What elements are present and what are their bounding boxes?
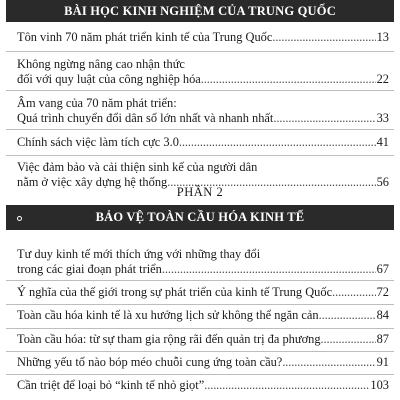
part-heading: PHẦN 2	[176, 185, 224, 199]
toc-entry-page: 22	[376, 72, 389, 86]
toc-entry-title-cont: nằm ở việc xây dựng hệ thống	[17, 175, 168, 189]
dot-leader	[272, 30, 375, 45]
toc-entry[interactable]	[17, 96, 389, 126]
section-banner	[6, 0, 394, 22]
toc-entry-title: Toàn cầu hóa kinh tế là xu hướng lịch sử không thể ngăn cản	[17, 308, 319, 322]
dot-leader	[321, 332, 376, 347]
toc-entry-page: 33	[376, 111, 389, 125]
section-title: BẢO VỆ TOÀN CẦU HÓA KINH TẾ	[95, 210, 305, 224]
toc-entry-page: 87	[376, 332, 389, 346]
toc-entry-title-cont: đối với quy luật của công nghiệp hóa	[17, 72, 201, 86]
toc-entry-page: 103	[370, 378, 389, 392]
toc-entry-title: Chính sách việc làm tích cực 3.0	[17, 135, 179, 149]
toc-entry-page: 56	[376, 175, 389, 189]
toc-entry[interactable]	[17, 57, 389, 87]
toc-entry-title: Tư duy kinh tế mới thích ứng với những thay đổi	[17, 247, 261, 261]
toc-entry-title: Tôn vinh 70 năm phát triển kinh tế của Trung Quốc	[17, 30, 273, 44]
entry-divider	[6, 90, 394, 91]
entry-divider	[6, 328, 394, 329]
toc-entry[interactable]	[17, 355, 389, 370]
dot-leader	[332, 285, 376, 300]
entry-divider	[6, 351, 394, 352]
toc-entry-title: Những yếu tố nào bóp méo chuỗi cung ứng toàn cầu?	[17, 355, 283, 369]
dot-leader	[179, 135, 376, 150]
entry-divider	[6, 155, 394, 156]
toc-entry-title: Toàn cầu hóa: từ sự tham gia rộng rãi đến quản trị đa phương	[17, 332, 321, 346]
toc-entry-page: 67	[376, 262, 389, 276]
toc-entry-title-cont: trong các giai đoạn phát triển	[17, 262, 162, 276]
entry-divider	[6, 51, 394, 52]
entry-divider	[6, 374, 394, 375]
circle-bullet-icon	[17, 216, 22, 221]
entry-divider	[6, 129, 394, 130]
toc-entry-title-cont: Quá trình chuyển đổi dân số lớn nhất và nhanh nhất	[17, 111, 274, 125]
toc-entry-page: 13	[376, 30, 389, 44]
dot-leader	[204, 378, 369, 393]
entry-divider	[6, 280, 394, 281]
toc-entry[interactable]	[17, 285, 389, 300]
dot-leader	[273, 111, 375, 126]
toc-entry-title: Không ngừng nâng cao nhận thức	[17, 57, 185, 71]
toc-entry[interactable]	[17, 247, 389, 277]
toc-entry-title: Âm vang của 70 năm phát triển:	[17, 96, 177, 110]
dot-leader	[319, 308, 376, 323]
toc-entry[interactable]	[17, 135, 389, 150]
dot-leader	[162, 262, 376, 277]
dot-leader	[282, 355, 375, 370]
toc-entry-title: Ý nghĩa của thế giới trong sự phát triển của kinh tế Trung Quốc	[17, 285, 333, 299]
toc-entry-page: 41	[376, 135, 389, 149]
toc-entry-page: 91	[376, 355, 389, 369]
dot-leader	[201, 72, 376, 87]
toc-entry[interactable]	[17, 308, 389, 323]
toc-entry-title: Việc đảm bảo và cải thiện sinh kế của người dân	[17, 160, 258, 174]
section-banner	[6, 205, 394, 230]
toc-entry[interactable]	[17, 30, 389, 45]
entry-divider	[6, 304, 394, 305]
section-title: BÀI HỌC KINH NGHIỆM CỦA TRUNG QUỐC	[64, 3, 336, 18]
toc-entry[interactable]	[17, 332, 389, 347]
toc-entry-title: Cần triệt để loại bỏ “kinh tế nhỏ giọt”	[17, 378, 205, 392]
toc-entry[interactable]	[17, 378, 389, 393]
toc-entry-page: 84	[376, 308, 389, 322]
toc-entry-page: 72	[376, 285, 389, 299]
